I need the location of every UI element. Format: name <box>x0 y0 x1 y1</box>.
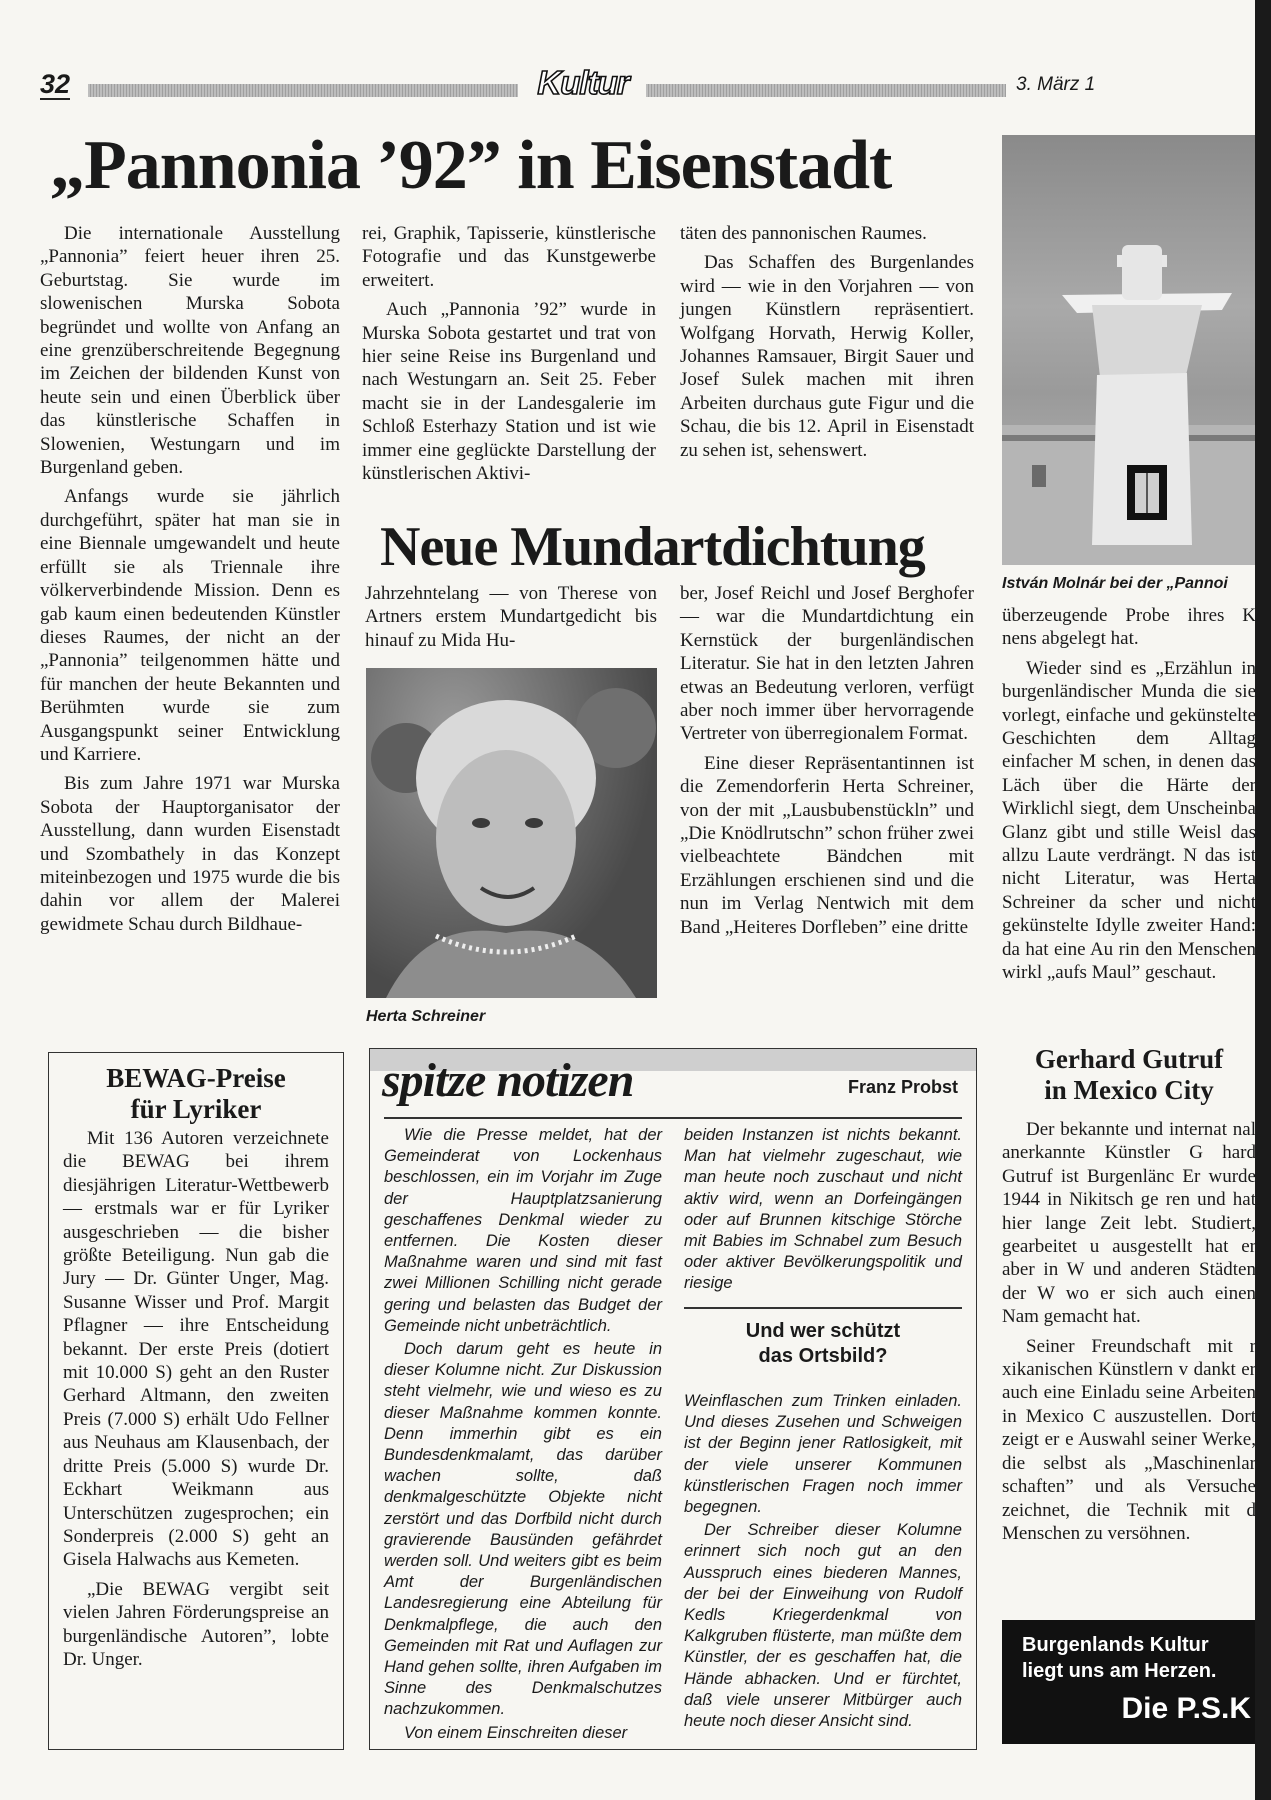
headline-mundartdichtung: Neue Mundartdichtung <box>380 516 925 578</box>
paragraph: Jahrzehntelang — von Therese von Artners erstem Mundartgedicht bis hinauf zu Mida Hu- <box>365 583 657 651</box>
psk-advertisement <box>1002 1620 1255 1744</box>
paragraph: Bis zum Jahre 1971 war Murska Sobota der Hauptorganisator der Ausstellung, dann wurden Eisenstadt und Szombathely in das Konzept miteinbezogen und 1975 wurde die bis dahin vor allem der Malerei gewidmete Schau durch Bildhaue- <box>40 773 340 935</box>
notizen-column-1 <box>384 1125 662 1746</box>
notizen-title: spitze notizen <box>382 1054 634 1107</box>
ad-line3: Die P.S.K <box>1121 1692 1251 1725</box>
paragraph: Weinflaschen zum Trinken einladen. Und dieses Zusehen und Schweigen ist der Beginn jener Ratlosigkeit, mit der viele unserer Kommunen künstlerischen Fragen noch immer begegnen. <box>684 1392 962 1517</box>
photo-caption-schreiner: Herta Schreiner <box>366 1008 486 1025</box>
notizen-box <box>369 1048 977 1750</box>
paragraph: Anfangs wurde sie jährlich durchgeführt, später hat man sie in eine Biennale umgewandelt und heute erfüllt sie als Triennale ihre völkerverbindende Mission. Denn es gab kaum einen bedeutenden Künstler dieses Raumes, der nicht an der „Pannonia” teilgenommen hätte und für manchen der heute Bekannten und Berühmten wurde sie zum Ausgangspunkt seiner Entwicklung und Karriere. <box>40 486 340 765</box>
notizen-column-2-bottom <box>684 1391 962 1734</box>
article1-column-1 <box>40 222 340 942</box>
issue-date: 3. März 1 <box>1016 74 1096 95</box>
photo-caption-molnar: István Molnár bei der „Pannoi <box>1002 575 1228 592</box>
notizen-subhead <box>684 1307 962 1369</box>
paragraph: Die internationale Ausstellung „Pannonia” feiert heuer ihren 25. Geburtstag. Sie wurde im slowenischen Murska Sobota begründet und wollte von Anfang an eine grenzüberschreitende Begegnung im Zeichen der bildenden Kunst von heute sein und einen Überblick über das künstlerische Schaffen in Slowenien, Westungarn und im Burgenland geben. <box>40 223 340 479</box>
paragraph: Seiner Freundschaft mit r xikanischen Künstlern v dankt er auch eine Einladu seine Arbeiten in Mexico C auszustellen. Dort zeigt er e Auswahl seiner Werke, die selbst als „Maschinenlar schaften” und als Versuche zeichnet, die Technik mit d Menschen zu versöhnen. <box>1002 1335 1256 1544</box>
notizen-title-rule <box>384 1117 962 1119</box>
ad-line1: Burgenlands Kultur <box>1022 1634 1209 1656</box>
article-right-continued <box>1002 604 1256 991</box>
photo-herta-schreiner <box>366 668 657 998</box>
paragraph: Doch darum geht es heute in dieser Kolumne nicht. Zur Diskussion steht vielmehr, wie und wieso es zu dieser Maßnahme kommen konnte. Denn immerhin gibt es ein Bundesdenkmalamt, das darüber wachen sollte, daß denkmalgeschützte Objekte nicht zerstört und das Dorfbild nicht durch gravierende Bausünden gefährdet werden soll. Und weiters gibt es beim Amt der Burgenländischen Landesregierung eine Abteilung für Denkmalpflege, die auch den Gemeinden mit Rat und Auflagen zur Hand gehen sollte, ihren Aufgaben im Sinne des Denkmalschutzes nachzukommen. <box>384 1340 662 1719</box>
photo-sculpture <box>1002 135 1255 565</box>
paragraph: „Die BEWAG vergibt seit vielen Jahren Förderungspreise an burgenländische Autoren”, lobte Dr. Unger. <box>63 1578 329 1670</box>
bewag-headline-line1: BEWAG-Preise <box>106 1063 286 1093</box>
gutruf-headline-line1: Gerhard Gutruf <box>1034 1044 1224 1074</box>
sculpture-illustration <box>1002 135 1255 565</box>
bewag-box <box>48 1052 344 1750</box>
paragraph: täten des pannonischen Raumes. <box>680 223 927 244</box>
portrait-illustration <box>366 668 657 998</box>
page-number: 32 <box>40 69 71 99</box>
paragraph: Eine dieser Repräsentantinnen ist die Zemendorferin Herta Schreiner, von der mit „Lausbubenstückln” und „Die Knödlrutschn” schon früher zwei vielbeachtete Bändchen mit Erzählungen erschienen sind und die nun im Verlag Nentwich mit dem Band „Heiteres Dorfleben” eine dritte <box>680 752 974 938</box>
paragraph: Der Schreiber dieser Kolumne erinnert sich noch gut an den Ausspruch eines biederen Mannes, der bei der Einweihung von Rudolf Kedls Kriegerdenkmal von Kalkgruben flüsterte, man müßte dem Künstler, der es geschaffen hat, die Hände abhacken. Und er fürchtet, daß viele unserer Mitbürger auch heute noch dieser Ansicht sind. <box>684 1521 962 1731</box>
paragraph: Auch „Pannonia ’92” wurde in Murska Sobota gestartet und trat von hier seine Reise ins Burgenland und nach Westungarn an. Seit 25. Feber macht sie in der Landesgalerie im Schloß Esterhazy Station und ist wie immer eine geglückte Darstellung der künstlerischen Aktivi- <box>362 299 656 485</box>
article1-column-2 <box>362 222 656 491</box>
bewag-headline <box>49 1063 343 1125</box>
page-edge <box>1255 0 1271 1800</box>
paragraph: Von einem Einschreiten dieser <box>404 1723 628 1742</box>
paragraph: rei, Graphik, Tapisserie, künstlerische Fotografie und das Kunstgewerbe erweitert. <box>362 223 656 291</box>
gutruf-headline-line2: in Mexico City <box>1044 1075 1214 1105</box>
notizen-author: Franz Probst <box>847 1077 958 1097</box>
article1-column-3 <box>680 222 974 468</box>
notizen-subhead-line2: das Ortsbild? <box>758 1345 888 1367</box>
bewag-headline-line2: für Lyriker <box>130 1094 262 1124</box>
gutruf-headline <box>1002 1044 1256 1106</box>
header-rule-left <box>88 84 518 97</box>
gutruf-text <box>1002 1118 1256 1551</box>
paragraph: Wie die Presse meldet, hat der Gemeinderat von Lockenhaus beschlossen, ein im Vorjahr im Zuge der Hauptplatzsanierung geschaffenes Denkmal wieder zu entfernen. Die Kosten dieser Maßnahme waren und sind mit fast zwei Millionen Schilling nicht gerade gering und belasten das Budget der Gemeinde nicht unbeträchtlich. <box>384 1126 662 1335</box>
paragraph: überzeugende Probe ihres K nens abgelegt hat. <box>1002 605 1256 650</box>
bewag-text <box>63 1127 329 1671</box>
paragraph: Mit 136 Autoren verzeichnete die BEWAG bei ihrem diesjährigen Literatur-Wettbewerb — erstmals war er für Lyriker ausgeschrieben — die bisher größte Beteiligung. Nun gab die Jury — Dr. Günter Unger, Mag. Susanne Wisser und Prof. Margit Pflagner — ihre Entscheidung bekannt. Der erste Preis (dotiert mit 10.000 S) geht an den Ruster Gerhard Altmann, den zweiten Preis (7.000 S) erhält Udo Fellner aus Neuhaus am Klausenbach, der dritte Preis (5.000 S) wurde Dr. Eckhart Weikmann aus Unterschützen zugesprochen; ein Sonderpreis (2.000 S) geht an Gisela Halwachs aus Kemeten. <box>63 1128 329 1571</box>
paragraph: Der bekannte und internat nal anerkannte Künstler G hard Gutruf ist Burgenlänc Er wurde 1944 in Nikitsch ge ren und hat hier lange Zeit lebt. Studiert, gearbeitet u ausgestellt hat er aber in W und anderen Städten der W wo er sich auch einen Nam gemacht hat. <box>1002 1119 1256 1328</box>
paragraph: ber, Josef Reichl und Josef Berghofer — war die Mundartdichtung ein Kernstück der burgenländischen Literatur. Sie hat in den letzten Jahren etwas an Bedeutung verloren, verfügt aber noch immer über hervorragende Vertreter von überregionalem Format. <box>680 583 974 745</box>
ad-line2: liegt uns am Herzen. <box>1022 1660 1217 1682</box>
notizen-column-2-top <box>684 1125 962 1297</box>
article2-column-2 <box>680 582 974 945</box>
headline-pannonia: „Pannonia ’92” in Eisenstadt <box>50 127 892 204</box>
paragraph: Wieder sind es „Erzählun in burgenländischer Munda die sie vorlegt, einfache und gekünstelte Geschichten dem Alltag einfacher M schen, in denen das Läch über die Härte der Wirklichl siegt, dem Unscheinba Glanz gibt und stille Weisl das allzu Laute verdrängt. N das ist nicht Literatur, was Herta Schreiner da scher und nicht gekünstelte Idylle zweiter Hand: da hat eine Au rin den Menschen wirkl „aufs Maul” geschaut. <box>1002 657 1256 984</box>
header-rule-right <box>646 84 1006 97</box>
section-logo: Kultur <box>537 64 629 101</box>
notizen-subhead-line1: Und wer schützt <box>745 1320 901 1342</box>
paragraph: Das Schaffen des Burgenlandes wird — wie in den Vorjahren — von jungen Künstlern repräsentiert. Wolfgang Horvath, Herwig Koller, Johannes Ramsauer, Birgit Sauer und Josef Sulek machen mit ihren Arbeiten durchaus gute Figur und die Schau, die bis 12. April in Eisenstadt zu sehen ist, sehenswert. <box>680 252 974 461</box>
article2-column-1 <box>365 582 657 658</box>
paragraph: beiden Instanzen ist nichts bekannt. Man hat vielmehr zugeschaut, wie man heute noch zuschaut und nicht aktiv wird, wenn an Dorfeingängen oder auf Brunnen kitschige Störche mit Babies im Schnabel zum Besuch oder aktiver Bevölkerungspolitik und riesige <box>684 1126 962 1293</box>
